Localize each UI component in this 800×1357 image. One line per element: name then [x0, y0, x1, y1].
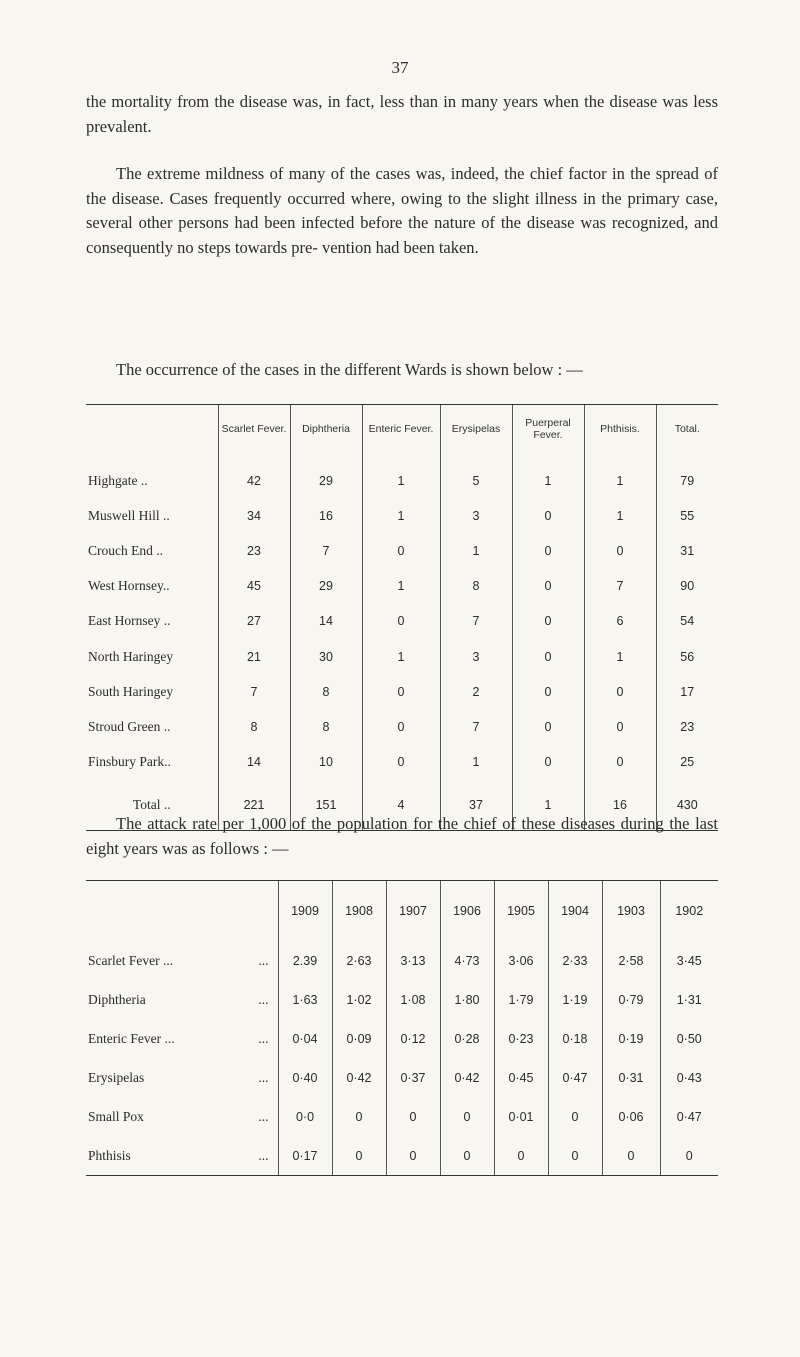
table-cell: 1	[362, 498, 440, 533]
table-cell: 0·79	[602, 980, 660, 1019]
table-cell: 79	[656, 453, 718, 498]
table-cell: 0·23	[494, 1019, 548, 1058]
leader-dots: ...	[258, 1069, 269, 1085]
table-cell: 23	[656, 709, 718, 744]
table-cell: 0	[362, 674, 440, 709]
table-cell: 1	[440, 533, 512, 568]
table-cell: 29	[290, 569, 362, 604]
table-cell: 0	[602, 1136, 660, 1176]
table-cell: 0·19	[602, 1019, 660, 1058]
table-cell: 1	[584, 498, 656, 533]
table-cell: 0·04	[278, 1019, 332, 1058]
table-cell: 1	[362, 569, 440, 604]
table-cell: 90	[656, 569, 718, 604]
disease-name	[86, 1019, 278, 1058]
table-row	[86, 980, 718, 1019]
table-cell: 0·47	[548, 1058, 602, 1097]
table-cell: 8	[290, 709, 362, 744]
year-header: 1907	[386, 881, 440, 942]
table-cell: 14	[290, 604, 362, 639]
wards-cases-table	[86, 404, 718, 831]
table-cell: 0·28	[440, 1019, 494, 1058]
table-cell: 3·45	[660, 941, 718, 980]
ward-name: Finsbury Park..	[88, 754, 171, 770]
wards-header-cell: Puerperal Fever.	[512, 405, 584, 454]
table-cell: 42	[218, 453, 290, 498]
table-row	[86, 453, 718, 498]
table-cell: 8	[290, 674, 362, 709]
table-cell: 0·06	[602, 1097, 660, 1136]
table-cell: 14	[218, 745, 290, 780]
table-cell: 0	[386, 1136, 440, 1176]
table-cell: 7	[440, 604, 512, 639]
table-cell: 5	[440, 453, 512, 498]
leader-dots: ...	[258, 952, 269, 968]
table-cell: 1·08	[386, 980, 440, 1019]
table-cell: 7	[290, 533, 362, 568]
table-row	[86, 1136, 718, 1176]
table-cell: 0	[584, 674, 656, 709]
disease-label: Enteric Fever ...	[88, 1030, 175, 1046]
table-row	[86, 498, 718, 533]
table-cell: 1	[440, 745, 512, 780]
table-cell: 0·50	[660, 1019, 718, 1058]
table-cell: 0	[548, 1097, 602, 1136]
table-cell: 25	[656, 745, 718, 780]
table-cell: 27	[218, 604, 290, 639]
wards-header-row	[86, 405, 718, 454]
year-header: 1905	[494, 881, 548, 942]
ward-name: Highgate ..	[88, 472, 148, 488]
table-cell: 1·80	[440, 980, 494, 1019]
table-cell: 0·18	[548, 1019, 602, 1058]
total-cell: 430	[656, 780, 718, 831]
disease-name	[86, 1097, 278, 1136]
table-cell: 0	[512, 745, 584, 780]
table-row	[86, 941, 718, 980]
table-cell: 45	[218, 569, 290, 604]
table-cell: 1	[584, 639, 656, 674]
table-cell: 0	[332, 1136, 386, 1176]
wards-header-cell: Scarlet Fever.	[218, 405, 290, 454]
table-row	[86, 569, 718, 604]
year-header: 1903	[602, 881, 660, 942]
table-cell: 0	[512, 674, 584, 709]
table-cell: 0	[512, 709, 584, 744]
table-cell: 16	[290, 498, 362, 533]
table-cell: 0·42	[440, 1058, 494, 1097]
table-cell: 2	[440, 674, 512, 709]
table-cell: 7	[584, 569, 656, 604]
table-cell: 6	[584, 604, 656, 639]
table-cell: 29	[290, 453, 362, 498]
table-row	[86, 1019, 718, 1058]
table-cell: 1	[362, 639, 440, 674]
table-cell: 23	[218, 533, 290, 568]
table-cell: 3·13	[386, 941, 440, 980]
table-cell: 55	[656, 498, 718, 533]
paragraph-3: The occurrence of the cases in the different Wards is shown below : —	[116, 360, 583, 379]
wards-header-cell: Total.	[656, 405, 718, 454]
table-cell: 0	[494, 1136, 548, 1176]
rates-header-disease	[86, 881, 278, 942]
table-cell: 8	[218, 709, 290, 744]
table-cell: 56	[656, 639, 718, 674]
table-cell: 0·43	[660, 1058, 718, 1097]
table-cell: 0·47	[660, 1097, 718, 1136]
year-header: 1904	[548, 881, 602, 942]
wards-header-ward	[86, 405, 218, 454]
leader-dots: ...	[258, 1108, 269, 1124]
table-cell: 0·01	[494, 1097, 548, 1136]
table-cell: 1	[512, 453, 584, 498]
table-cell: 3·06	[494, 941, 548, 980]
paragraph-2: The extreme mildness of many of the cases was, indeed, the chief factor in the spread of the disease. Cases frequently occurred where, owing to the slight illness in the primary case, several other persons had been infected before the nature of the disease was recognized, and consequently no steps towards pre- vention had been taken.	[86, 164, 718, 257]
table-row	[86, 1097, 718, 1136]
table-cell: 2·63	[332, 941, 386, 980]
ward-name: Muswell Hill ..	[88, 507, 170, 523]
table-cell: 0	[512, 639, 584, 674]
table-cell: 54	[656, 604, 718, 639]
table-cell: 10	[290, 745, 362, 780]
table-cell: 0	[660, 1136, 718, 1176]
table-cell: 0·09	[332, 1019, 386, 1058]
wards-header-cell: Erysipelas	[440, 405, 512, 454]
table-cell: 0	[332, 1097, 386, 1136]
table-cell: 0·12	[386, 1019, 440, 1058]
table-cell: 3	[440, 498, 512, 533]
table-cell: 0	[512, 533, 584, 568]
table-cell: 4·73	[440, 941, 494, 980]
ward-name: Crouch End ..	[88, 542, 163, 558]
paragraph-4: The attack rate per 1,000 of the population for the chief of these diseases during the last eight years was as follows : —	[86, 814, 718, 858]
total-cell: 151	[290, 780, 362, 831]
year-header: 1908	[332, 881, 386, 942]
year-header: 1906	[440, 881, 494, 942]
table-cell: 31	[656, 533, 718, 568]
table-cell: 0	[512, 498, 584, 533]
table-cell: 0	[512, 569, 584, 604]
table-cell: 0·0	[278, 1097, 332, 1136]
table-cell: 0·42	[332, 1058, 386, 1097]
table-row	[86, 604, 718, 639]
table-cell: 0·17	[278, 1136, 332, 1176]
ward-name: East Hornsey ..	[88, 613, 171, 629]
table-row	[86, 1058, 718, 1097]
table-cell: 0	[584, 533, 656, 568]
table-cell: 0·31	[602, 1058, 660, 1097]
disease-label: Scarlet Fever ...	[88, 952, 174, 968]
table-cell: 0	[440, 1136, 494, 1176]
table-row	[86, 709, 718, 744]
table-cell: 0	[386, 1097, 440, 1136]
table-cell: 34	[218, 498, 290, 533]
table-cell: 1·19	[548, 980, 602, 1019]
table-cell: 17	[656, 674, 718, 709]
leader-dots: ...	[258, 1147, 269, 1163]
total-cell: 1	[512, 780, 584, 831]
table-cell: 1·31	[660, 980, 718, 1019]
page-number: 37	[391, 58, 409, 77]
ward-name: North Haringey	[88, 648, 174, 664]
table-cell: 1·02	[332, 980, 386, 1019]
leader-dots: ...	[258, 991, 269, 1007]
disease-label: Erysipelas	[88, 1069, 145, 1085]
table-cell: 0	[548, 1136, 602, 1176]
table-cell: 0	[362, 604, 440, 639]
table-cell: 1·79	[494, 980, 548, 1019]
table-cell: 1	[362, 453, 440, 498]
table-cell: 3	[440, 639, 512, 674]
table-cell: 0	[362, 709, 440, 744]
table-cell: 0·45	[494, 1058, 548, 1097]
total-cell: 221	[218, 780, 290, 831]
total-label: Total ..	[86, 780, 218, 831]
year-header: 1909	[278, 881, 332, 942]
disease-name	[86, 941, 278, 980]
table-cell: 0	[584, 709, 656, 744]
year-header: 1902	[660, 881, 718, 942]
table-cell: 0	[512, 604, 584, 639]
ward-name: South Haringey	[88, 683, 174, 699]
table-row	[86, 639, 718, 674]
table-cell: 0	[362, 745, 440, 780]
rates-header-row	[86, 881, 718, 942]
table-cell: 21	[218, 639, 290, 674]
table-cell: 7	[218, 674, 290, 709]
paragraph-1: the mortality from the disease was, in fact, less than in many years when the disease was less prevalent.	[86, 92, 718, 136]
table-cell: 0	[362, 533, 440, 568]
table-cell: 30	[290, 639, 362, 674]
table-cell: 2.39	[278, 941, 332, 980]
table-cell: 0·40	[278, 1058, 332, 1097]
table-cell: 2·33	[548, 941, 602, 980]
table-cell: 8	[440, 569, 512, 604]
table-cell: 0	[584, 745, 656, 780]
disease-label: Diphtheria	[88, 991, 146, 1007]
table-cell: 2·58	[602, 941, 660, 980]
total-cell: 16	[584, 780, 656, 831]
wards-header-cell: Diphtheria	[290, 405, 362, 454]
table-cell: 0	[440, 1097, 494, 1136]
ward-name: Stroud Green ..	[88, 718, 171, 734]
table-cell: 7	[440, 709, 512, 744]
wards-header-cell: Enteric Fever.	[362, 405, 440, 454]
table-row	[86, 674, 718, 709]
table-row	[86, 745, 718, 780]
total-cell: 37	[440, 780, 512, 831]
table-row	[86, 533, 718, 568]
disease-label: Small Pox	[88, 1108, 144, 1124]
disease-name	[86, 980, 278, 1019]
table-cell: 1	[584, 453, 656, 498]
table-cell: 0·37	[386, 1058, 440, 1097]
ward-name: West Hornsey..	[88, 578, 170, 594]
disease-label: Phthisis	[88, 1147, 131, 1163]
disease-name	[86, 1058, 278, 1097]
table-cell: 1·63	[278, 980, 332, 1019]
leader-dots: ...	[258, 1030, 269, 1046]
disease-name	[86, 1136, 278, 1176]
attack-rate-table	[86, 880, 718, 1176]
total-cell: 4	[362, 780, 440, 831]
wards-header-cell: Phthisis.	[584, 405, 656, 454]
